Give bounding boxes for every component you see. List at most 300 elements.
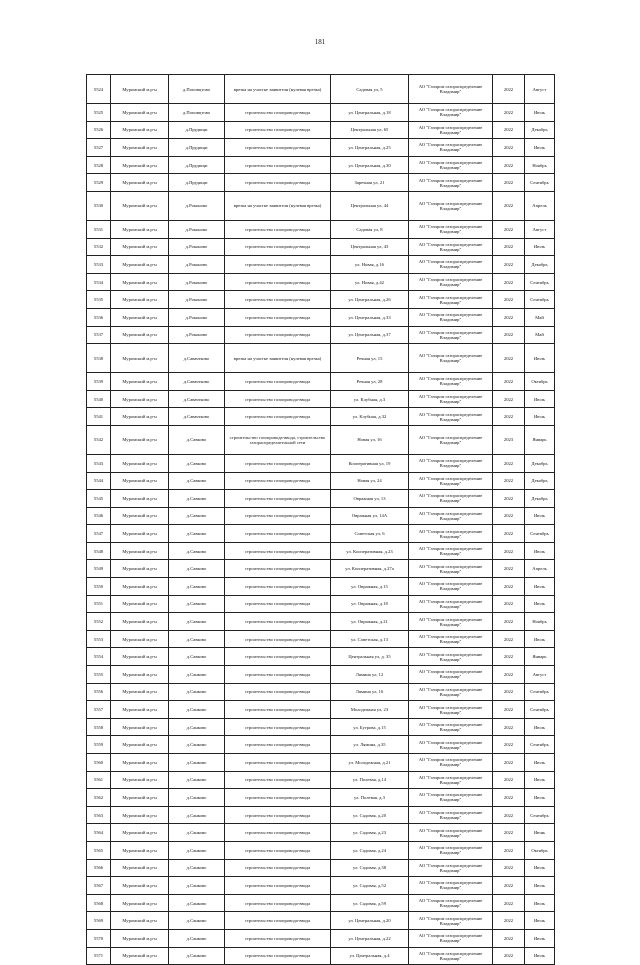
district-cell: Муромский м.р-н: [111, 139, 169, 157]
basis-cell: строительство газопровода-ввода: [225, 947, 331, 965]
contractor-cell: АО "Газпром газораспределение Владимир": [409, 191, 493, 220]
contractor-cell: АО "Газпром газораспределение Владимир": [409, 578, 493, 596]
row-number-cell: 5526: [87, 121, 111, 139]
row-number-cell: 5552: [87, 613, 111, 631]
year-cell: 2022: [493, 560, 525, 578]
address-cell: ул. Садовая, д.59: [331, 894, 409, 912]
district-cell: Муромский м.р-н: [111, 947, 169, 965]
table-row: [87, 472, 555, 490]
settlement-cell: д.Савково: [169, 454, 225, 472]
district-cell: Муромский м.р-н: [111, 824, 169, 842]
settlement-cell: д.Савково: [169, 560, 225, 578]
month-cell: Сентябрь: [525, 273, 555, 291]
year-cell: 2022: [493, 894, 525, 912]
basis-cell: строительство газопровода-ввода: [225, 648, 331, 666]
year-cell: 2022: [493, 648, 525, 666]
table-row: [87, 736, 555, 754]
settlement-cell: д.Савачтково: [169, 390, 225, 408]
month-cell: Июль: [525, 408, 555, 426]
settlement-cell: д.Савково: [169, 578, 225, 596]
year-cell: 2022: [493, 139, 525, 157]
address-cell: ул. Бугрова, д.15: [331, 718, 409, 736]
contractor-cell: АО "Газпром газораспределение Владимир": [409, 220, 493, 238]
address-cell: Молодежная ул, 23: [331, 701, 409, 719]
basis-cell: строительство газопровода-ввода: [225, 472, 331, 490]
contractor-cell: АО "Газпром газораспределение Владимир": [409, 824, 493, 842]
row-number-cell: 5563: [87, 806, 111, 824]
basis-cell: строительство газопровода-ввода: [225, 273, 331, 291]
year-cell: 2022: [493, 666, 525, 684]
basis-cell: строительство газопровода-ввода: [225, 630, 331, 648]
contractor-cell: АО "Газпром газораспределение Владимир": [409, 256, 493, 274]
address-cell: ул. Центральная, д.26: [331, 291, 409, 309]
basis-cell: строительство газопровода-ввода: [225, 841, 331, 859]
month-cell: Ноябрь: [525, 156, 555, 174]
address-cell: ул. Центральная, д.18: [331, 104, 409, 122]
table-row: [87, 139, 555, 157]
month-cell: Декабрь: [525, 121, 555, 139]
settlement-cell: д.Прудищи: [169, 139, 225, 157]
address-cell: Речная ул, 15: [331, 344, 409, 373]
address-cell: Садовая ул, 8: [331, 220, 409, 238]
address-cell: Заречная ул, 21: [331, 174, 409, 192]
district-cell: Муромский м.р-н: [111, 841, 169, 859]
basis-cell: строительство газопровода-ввода: [225, 877, 331, 895]
month-cell: Август: [525, 220, 555, 238]
table-row: [87, 613, 555, 631]
month-cell: Июль: [525, 877, 555, 895]
contractor-cell: АО "Газпром газораспределение Владимир": [409, 806, 493, 824]
month-cell: Май: [525, 326, 555, 344]
year-cell: 2022: [493, 273, 525, 291]
table-body: [87, 75, 555, 965]
settlement-cell: д.Санково: [169, 718, 225, 736]
settlement-cell: д.Савково: [169, 630, 225, 648]
table-row: [87, 877, 555, 895]
table-row: [87, 701, 555, 719]
year-cell: 2022: [493, 121, 525, 139]
table-row: [87, 806, 555, 824]
contractor-cell: АО "Газпром газораспределение Владимир": [409, 894, 493, 912]
basis-cell: строительство газопровода-ввода: [225, 326, 331, 344]
basis-cell: строительство газопровода-ввода: [225, 560, 331, 578]
settlement-cell: д.Прудищи: [169, 156, 225, 174]
month-cell: Октябрь: [525, 373, 555, 391]
month-cell: Сентябрь: [525, 701, 555, 719]
district-cell: Муромский м.р-н: [111, 912, 169, 930]
month-cell: Июль: [525, 578, 555, 596]
district-cell: Муромский м.р-н: [111, 238, 169, 256]
row-number-cell: 5566: [87, 859, 111, 877]
contractor-cell: АО "Газпром газораспределение Владимир": [409, 736, 493, 754]
row-number-cell: 5568: [87, 894, 111, 912]
month-cell: Июль: [525, 754, 555, 772]
month-cell: Июль: [525, 912, 555, 930]
address-cell: ул. Полевая, д.14: [331, 771, 409, 789]
district-cell: Муромский м.р-н: [111, 220, 169, 238]
month-cell: Декабрь: [525, 490, 555, 508]
month-cell: Август: [525, 666, 555, 684]
settlement-cell: д.Санково: [169, 894, 225, 912]
contractor-cell: АО "Газпром газораспределение Владимир": [409, 877, 493, 895]
month-cell: Июнь: [525, 824, 555, 842]
row-number-cell: 5527: [87, 139, 111, 157]
settlement-cell: д.Савачтково: [169, 373, 225, 391]
contractor-cell: АО "Газпром газораспределение Владимир": [409, 408, 493, 426]
basis-cell: строительство газопровода-ввода: [225, 771, 331, 789]
row-number-cell: 5532: [87, 238, 111, 256]
contractor-cell: АО "Газпром газораспределение Владимир": [409, 648, 493, 666]
district-cell: Муромский м.р-н: [111, 156, 169, 174]
district-cell: Муромский м.р-н: [111, 666, 169, 684]
row-number-cell: 5536: [87, 308, 111, 326]
month-cell: Октябрь: [525, 841, 555, 859]
address-cell: ул. Лямина, д.35: [331, 736, 409, 754]
table-row: [87, 220, 555, 238]
table-row: [87, 121, 555, 139]
contractor-cell: АО "Газпром газораспределение Владимир": [409, 291, 493, 309]
settlement-cell: д.Санково: [169, 701, 225, 719]
contractor-cell: АО "Газпром газораспределение Владимир": [409, 841, 493, 859]
contractor-cell: АО "Газпром газораспределение Владимир": [409, 929, 493, 947]
settlement-cell: д.Санково: [169, 771, 225, 789]
settlement-cell: д.Санково: [169, 841, 225, 859]
basis-cell: строительство газопровода-ввода: [225, 859, 331, 877]
table-row: [87, 718, 555, 736]
contractor-cell: АО "Газпром газораспределение Владимир": [409, 666, 493, 684]
row-number-cell: 5571: [87, 947, 111, 965]
contractor-cell: АО "Газпром газораспределение Владимир": [409, 912, 493, 930]
row-number-cell: 5525: [87, 104, 111, 122]
year-cell: 2022: [493, 841, 525, 859]
address-cell: Центральная ул, 65: [331, 121, 409, 139]
table-row: [87, 525, 555, 543]
address-cell: ул. Молодежная, д.21: [331, 754, 409, 772]
district-cell: Муромский м.р-н: [111, 525, 169, 543]
month-cell: Июль: [525, 595, 555, 613]
row-number-cell: 5524: [87, 75, 111, 104]
row-number-cell: 5542: [87, 425, 111, 454]
year-cell: 2022: [493, 408, 525, 426]
settlement-cell: д.Роконово: [169, 256, 225, 274]
district-cell: Муромский м.р-н: [111, 894, 169, 912]
month-cell: Ноябрь: [525, 613, 555, 631]
basis-cell: строительство газопровода-ввода: [225, 174, 331, 192]
address-cell: ул. Клубная, д.3: [331, 390, 409, 408]
year-cell: 2022: [493, 472, 525, 490]
year-cell: 2022: [493, 754, 525, 772]
contractor-cell: АО "Газпром газораспределение Владимир": [409, 947, 493, 965]
contractor-cell: АО "Газпром газораспределение Владимир": [409, 454, 493, 472]
address-cell: ул. Садовая, д.38: [331, 859, 409, 877]
address-cell: Советская ул, 6: [331, 525, 409, 543]
year-cell: 2022: [493, 454, 525, 472]
table-row: [87, 947, 555, 965]
address-cell: Лямина ул, 16: [331, 683, 409, 701]
settlement-cell: д.Роконово: [169, 308, 225, 326]
settlement-cell: д.Санково: [169, 683, 225, 701]
month-cell: Июль: [525, 238, 555, 256]
row-number-cell: 5544: [87, 472, 111, 490]
month-cell: Декабрь: [525, 454, 555, 472]
year-cell: 2022: [493, 326, 525, 344]
page-number: 181: [314, 38, 326, 46]
year-cell: 2022: [493, 789, 525, 807]
row-number-cell: 5531: [87, 220, 111, 238]
table-row: [87, 104, 555, 122]
month-cell: Сентябрь: [525, 174, 555, 192]
row-number-cell: 5545: [87, 490, 111, 508]
settlement-cell: д.Прудищи: [169, 174, 225, 192]
settlement-cell: д.Савково: [169, 648, 225, 666]
settlement-cell: д.Санково: [169, 806, 225, 824]
contractor-cell: АО "Газпром газораспределение Владимир": [409, 859, 493, 877]
address-cell: ул. Центральная, д.25: [331, 139, 409, 157]
table-row: [87, 648, 555, 666]
district-cell: Муромский м.р-н: [111, 326, 169, 344]
month-cell: Июль: [525, 507, 555, 525]
basis-cell: строительство газопровода-ввода: [225, 683, 331, 701]
year-cell: 2022: [493, 859, 525, 877]
table-row: [87, 273, 555, 291]
row-number-cell: 5560: [87, 754, 111, 772]
year-cell: 2022: [493, 630, 525, 648]
district-cell: Муромский м.р-н: [111, 877, 169, 895]
contractor-cell: АО "Газпром газораспределение Владимир": [409, 542, 493, 560]
table-row: [87, 490, 555, 508]
basis-cell: строительство газопровода-ввода: [225, 718, 331, 736]
contractor-cell: АО "Газпром газораспределение Владимир": [409, 683, 493, 701]
address-cell: ул. Овражная, д.15: [331, 578, 409, 596]
row-number-cell: 5534: [87, 273, 111, 291]
row-number-cell: 5533: [87, 256, 111, 274]
row-number-cell: 5541: [87, 408, 111, 426]
year-cell: 2022: [493, 806, 525, 824]
table-row: [87, 326, 555, 344]
settlement-cell: д.Поповцтово: [169, 75, 225, 104]
address-cell: ул. Садовая, д.23: [331, 824, 409, 842]
row-number-cell: 5555: [87, 666, 111, 684]
year-cell: 2022: [493, 912, 525, 930]
row-number-cell: 5553: [87, 630, 111, 648]
contractor-cell: АО "Газпром газораспределение Владимир": [409, 630, 493, 648]
table-row: [87, 542, 555, 560]
year-cell: 2022: [493, 595, 525, 613]
district-cell: Муромский м.р-н: [111, 291, 169, 309]
table-row: [87, 390, 555, 408]
district-cell: Муромский м.р-н: [111, 507, 169, 525]
table-row: [87, 174, 555, 192]
basis-cell: строительство газопровода-ввода: [225, 806, 331, 824]
district-cell: Муромский м.р-н: [111, 472, 169, 490]
contractor-cell: АО "Газпром газораспределение Владимир": [409, 75, 493, 104]
row-number-cell: 5529: [87, 174, 111, 192]
year-cell: 2022: [493, 929, 525, 947]
table-row: [87, 754, 555, 772]
basis-cell: строительство газопровода-ввода: [225, 894, 331, 912]
address-cell: ул. Садовая, д.52: [331, 877, 409, 895]
row-number-cell: 5557: [87, 701, 111, 719]
basis-cell: строительство газопровода-ввода: [225, 408, 331, 426]
settlement-cell: д.Савково: [169, 542, 225, 560]
basis-cell: строительство газопровода-ввода: [225, 220, 331, 238]
address-cell: Кооперативная ул, 19: [331, 454, 409, 472]
settlement-cell: д.Савково: [169, 525, 225, 543]
basis-cell: строительство газопровода-ввода: [225, 490, 331, 508]
year-cell: 2022: [493, 308, 525, 326]
district-cell: Муромский м.р-н: [111, 771, 169, 789]
table-row: [87, 425, 555, 454]
contractor-cell: АО "Газпром газораспределение Владимир": [409, 754, 493, 772]
year-cell: 2022: [493, 220, 525, 238]
address-cell: ул. Садовая, д.24: [331, 841, 409, 859]
table-row: [87, 507, 555, 525]
address-cell: ул. Полевая, д.3: [331, 789, 409, 807]
contractor-cell: АО "Газпром газораспределение Владимир": [409, 425, 493, 454]
row-number-cell: 5567: [87, 877, 111, 895]
contractor-cell: АО "Газпром газораспределение Владимир": [409, 139, 493, 157]
basis-cell: строительство газопровода-ввода: [225, 104, 331, 122]
basis-cell: строительство газопровода-ввода: [225, 525, 331, 543]
district-cell: Муромский м.р-н: [111, 344, 169, 373]
contractor-cell: АО "Газпром газораспределение Владимир": [409, 525, 493, 543]
contractor-cell: АО "Газпром газораспределение Владимир": [409, 326, 493, 344]
district-cell: Муромский м.р-н: [111, 648, 169, 666]
year-cell: 2022: [493, 507, 525, 525]
basis-cell: строительство газопровода-ввода: [225, 542, 331, 560]
basis-cell: строительство газопровода-ввода: [225, 595, 331, 613]
contractor-cell: АО "Газпром газораспределение Владимир": [409, 104, 493, 122]
settlement-cell: д.Санково: [169, 859, 225, 877]
month-cell: Июль: [525, 718, 555, 736]
table-row: [87, 344, 555, 373]
year-cell: 2022: [493, 701, 525, 719]
contractor-cell: АО "Газпром газораспределение Владимир": [409, 308, 493, 326]
year-cell: 2022: [493, 736, 525, 754]
year-cell: 2022: [493, 771, 525, 789]
year-cell: 2022: [493, 542, 525, 560]
settlement-cell: д.Санково: [169, 877, 225, 895]
table-row: [87, 789, 555, 807]
district-cell: Муромский м.р-н: [111, 806, 169, 824]
address-cell: ул. Центральная, д.30: [331, 156, 409, 174]
year-cell: 2023: [493, 425, 525, 454]
district-cell: Муромский м.р-н: [111, 701, 169, 719]
settlement-cell: д.Санково: [169, 736, 225, 754]
table-row: [87, 191, 555, 220]
basis-cell: строительство газопровода-ввода: [225, 507, 331, 525]
basis-cell: строительство газопровода-ввода: [225, 754, 331, 772]
table-row: [87, 308, 555, 326]
district-cell: Муромский м.р-н: [111, 373, 169, 391]
year-cell: 2022: [493, 344, 525, 373]
address-cell: Центральная ул, 44: [331, 191, 409, 220]
district-cell: Муромский м.р-н: [111, 75, 169, 104]
basis-cell: строительство газопровода-ввода: [225, 121, 331, 139]
row-number-cell: 5570: [87, 929, 111, 947]
district-cell: Муромский м.р-н: [111, 718, 169, 736]
district-cell: Муромский м.р-н: [111, 754, 169, 772]
address-cell: ул. Центральная, д.37: [331, 326, 409, 344]
year-cell: 2022: [493, 947, 525, 965]
month-cell: Июль: [525, 894, 555, 912]
row-number-cell: 5559: [87, 736, 111, 754]
row-number-cell: 5551: [87, 595, 111, 613]
basis-cell: строительство газопровода-ввода: [225, 390, 331, 408]
month-cell: Июль: [525, 630, 555, 648]
table-row: [87, 666, 555, 684]
address-cell: Речная ул, 28: [331, 373, 409, 391]
settlement-cell: д.Роконово: [169, 220, 225, 238]
address-cell: ул. Кооперативная, д.23: [331, 542, 409, 560]
month-cell: Декабрь: [525, 256, 555, 274]
district-cell: Муромский м.р-н: [111, 256, 169, 274]
month-cell: Август: [525, 75, 555, 104]
settlement-cell: д.Савково: [169, 507, 225, 525]
district-cell: Муромский м.р-н: [111, 578, 169, 596]
month-cell: Сентябрь: [525, 683, 555, 701]
contractor-cell: АО "Газпром газораспределение Владимир": [409, 613, 493, 631]
contractor-cell: АО "Газпром газораспределение Владимир": [409, 789, 493, 807]
settlement-cell: д.Санково: [169, 789, 225, 807]
year-cell: 2022: [493, 104, 525, 122]
row-number-cell: 5537: [87, 326, 111, 344]
year-cell: 2022: [493, 525, 525, 543]
table-row: [87, 595, 555, 613]
contractor-cell: АО "Газпром газораспределение Владимир": [409, 560, 493, 578]
district-cell: Муромский м.р-н: [111, 789, 169, 807]
month-cell: Июль: [525, 390, 555, 408]
basis-cell: строительство газопровода-ввода: [225, 156, 331, 174]
contractor-cell: АО "Газпром газораспределение Владимир": [409, 174, 493, 192]
row-number-cell: 5554: [87, 648, 111, 666]
table-row: [87, 841, 555, 859]
basis-cell: строительство газопровода-ввода: [225, 238, 331, 256]
month-cell: Апрель: [525, 191, 555, 220]
row-number-cell: 5547: [87, 525, 111, 543]
row-number-cell: 5562: [87, 789, 111, 807]
district-cell: Муромский м.р-н: [111, 408, 169, 426]
year-cell: 2022: [493, 683, 525, 701]
month-cell: Сентябрь: [525, 806, 555, 824]
settlement-cell: д.Прудищи: [169, 121, 225, 139]
row-number-cell: 5561: [87, 771, 111, 789]
address-cell: ул. Центральная, д.20: [331, 912, 409, 930]
contractor-cell: АО "Газпром газораспределение Владимир": [409, 238, 493, 256]
settlement-cell: д.Санково: [169, 929, 225, 947]
month-cell: Июль: [525, 344, 555, 373]
month-cell: Декабрь: [525, 472, 555, 490]
year-cell: 2022: [493, 578, 525, 596]
table-row: [87, 771, 555, 789]
month-cell: Июль: [525, 139, 555, 157]
address-cell: Овражная ул, 14А: [331, 507, 409, 525]
schedule-table: [86, 74, 555, 965]
address-cell: Овражная ул, 13: [331, 490, 409, 508]
contractor-cell: АО "Газпром газораспределение Владимир": [409, 390, 493, 408]
settlement-cell: д.Санково: [169, 824, 225, 842]
basis-cell: врезка на участке заявителя (нулевая врезка): [225, 344, 331, 373]
district-cell: Муромский м.р-н: [111, 542, 169, 560]
month-cell: Июль: [525, 542, 555, 560]
table-row: [87, 256, 555, 274]
settlement-cell: д.Савково: [169, 472, 225, 490]
settlement-cell: д.Роконово: [169, 273, 225, 291]
year-cell: 2022: [493, 238, 525, 256]
table-row: [87, 238, 555, 256]
settlement-cell: д.Савачтково: [169, 408, 225, 426]
month-cell: Январь: [525, 425, 555, 454]
